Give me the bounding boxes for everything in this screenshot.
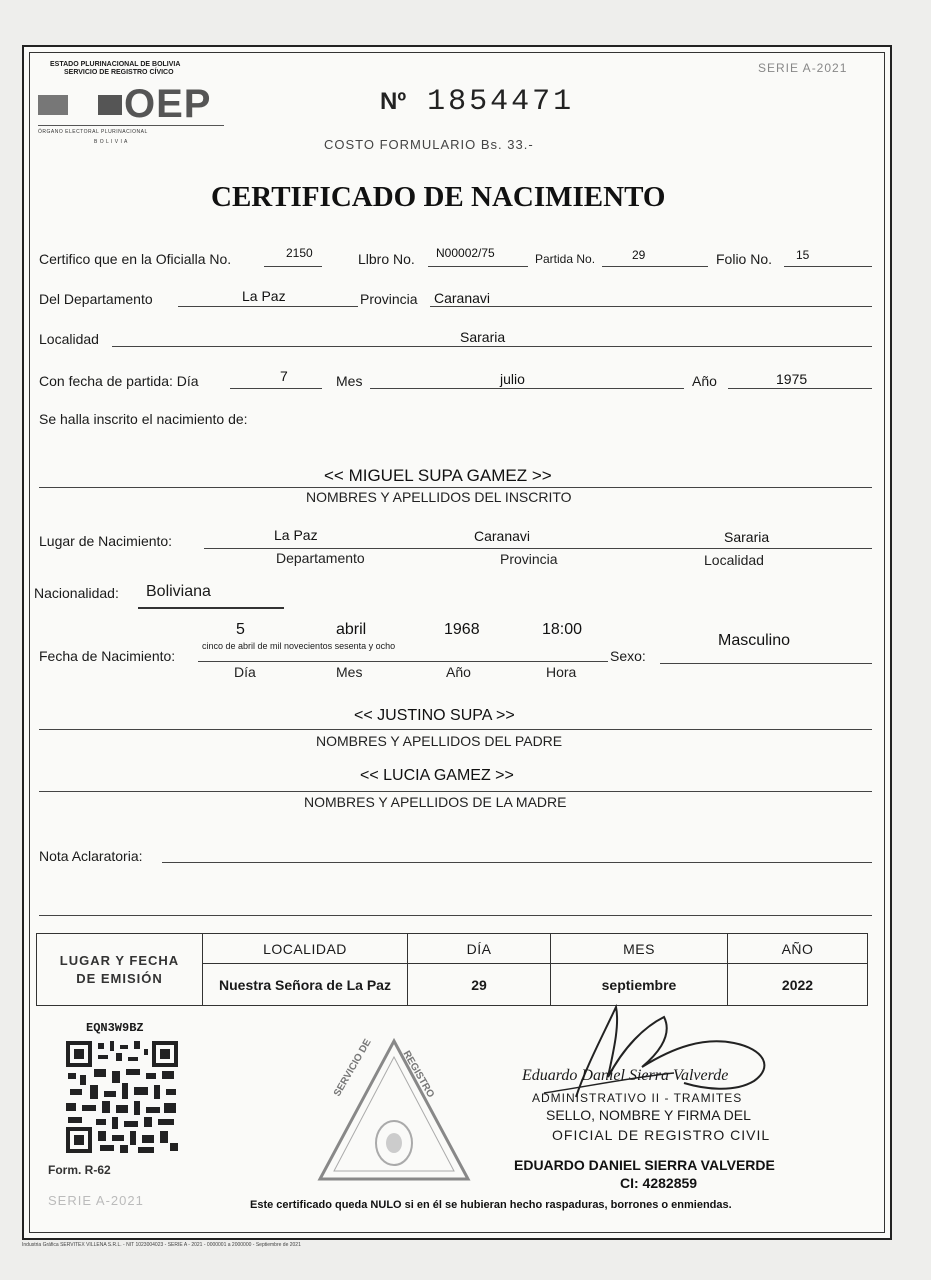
lugar-provincia-caption: Provincia — [500, 551, 558, 567]
libro-value: N00002/75 — [436, 246, 495, 260]
nacimiento-mes: abril — [336, 621, 367, 638]
folio-value: 15 — [796, 248, 810, 262]
nacimiento-dia: 5 — [236, 621, 245, 638]
seal-text-right: REGISTRO — [400, 1049, 437, 1100]
localidad-value: Sararia — [460, 329, 506, 345]
registry-seal-icon — [314, 1035, 474, 1185]
emision-mes: septiembre — [551, 964, 728, 1006]
header-estado: ESTADO PLURINACIONAL DE BOLIVIA — [50, 61, 181, 68]
qr-code-text: EQN3W9BZ — [86, 1021, 144, 1035]
lugar-provincia-value: Caranavi — [474, 528, 531, 544]
nacionalidad-label: Nacionalidad: — [34, 585, 119, 601]
fecha-partida-dia: 7 — [280, 368, 288, 384]
nota-aclaratoria-label: Nota Aclaratoria: — [39, 848, 143, 864]
lugar-nacimiento-label: Lugar de Nacimiento: — [39, 533, 173, 549]
mes-header: MES — [551, 934, 728, 964]
emission-table — [36, 933, 868, 1006]
oficial-label: OFICIAL DE REGISTRO CIVIL — [552, 1127, 771, 1143]
anio-label: Año — [692, 373, 717, 389]
oficialia-label: Certifico que en la Oficialla No. — [39, 251, 232, 267]
departamento-value: La Paz — [242, 288, 286, 304]
fecha-nacimiento-literal: cinco de abril de mil novecientos sesenta y ocho — [202, 641, 396, 651]
localidad-label: Localidad — [39, 331, 99, 347]
padre-caption: NOMBRES Y APELLIDOS DEL PADRE — [316, 733, 563, 749]
fecha-nacimiento-label: Fecha de Nacimiento: — [39, 648, 176, 664]
folio-label: Folio No. — [716, 251, 773, 267]
lugar-localidad-caption: Localidad — [704, 552, 764, 568]
hora-caption: Hora — [546, 664, 577, 680]
oep-logo-text: OEP — [124, 82, 212, 126]
lugar-fecha-emision-label: LUGAR Y FECHA DE EMISIÓN — [37, 934, 203, 1006]
fecha-partida-anio: 1975 — [776, 371, 808, 387]
provincia-value: Caranavi — [434, 290, 491, 306]
nacimiento-hora: 18:00 — [542, 621, 583, 638]
serie-faded: SERIE A-2021 — [48, 1193, 144, 1208]
nullity-note: Este certificado queda NULO si en él se hubieran hecho raspaduras, borrones o enmiendas. — [250, 1199, 732, 1211]
emision-anio: 2022 — [728, 964, 868, 1006]
nacionalidad-value: Boliviana — [146, 583, 211, 600]
lugar-localidad-value: Sararia — [724, 529, 770, 545]
partida-label: Partida No. — [535, 252, 596, 266]
header-servicio: SERVICIO DE REGISTRO CÍVICO — [64, 69, 174, 76]
dia-header: DÍA — [408, 934, 551, 964]
lugar-departamento-caption: Departamento — [276, 550, 365, 566]
bolivia-label: B O L I V I A — [94, 139, 128, 145]
anio-caption: Año — [446, 664, 471, 680]
oficialia-value: 2150 — [286, 246, 313, 260]
emision-localidad: Nuestra Señora de La Paz — [203, 964, 408, 1006]
certificate-number — [380, 85, 574, 119]
departamento-label: Del Departamento — [39, 291, 153, 307]
nacimiento-anio: 1968 — [444, 621, 480, 638]
document-title: CERTIFICADO DE NACIMIENTO — [211, 181, 666, 213]
numero-label: Nº — [380, 88, 407, 115]
dia-caption: Día — [234, 664, 256, 680]
qr-code-icon — [64, 1039, 180, 1155]
inscrito-caption: NOMBRES Y APELLIDOS DEL INSCRITO — [306, 489, 572, 505]
anio-header: AÑO — [728, 934, 868, 964]
printer-imprint: Industria Gráfica SERVITEX VILLENA S.R.L. - NIT 1023004023 - SERIE A - 2021 - 0000001 a 2000000 - Septiembre de 2021 — [22, 1242, 301, 1248]
mes-caption: Mes — [336, 664, 363, 680]
localidad-header: LOCALIDAD — [203, 934, 408, 964]
madre-caption: NOMBRES Y APELLIDOS DE LA MADRE — [304, 794, 567, 810]
signature-name-script: Eduardo Daniel Sierra Valverde — [522, 1067, 729, 1084]
seal-text-left: SERVICIO DE — [332, 1037, 374, 1099]
signer-ci: CI: 4282859 — [620, 1175, 698, 1191]
sexo-label: Sexo: — [610, 648, 646, 664]
organo-electoral: ÓRGANO ELECTORAL PLURINACIONAL — [38, 129, 148, 135]
form-code: Form. R-62 — [48, 1163, 111, 1177]
madre-name: << LUCIA GAMEZ >> — [360, 767, 514, 784]
mes-label: Mes — [336, 373, 363, 389]
fecha-partida-label: Con fecha de partida: Día — [39, 373, 199, 389]
emision-dia: 29 — [408, 964, 551, 1006]
libro-label: Llbro No. — [358, 251, 415, 267]
signer-name: EDUARDO DANIEL SIERRA VALVERDE — [514, 1157, 775, 1173]
lugar-departamento-value: La Paz — [274, 527, 318, 543]
birth-certificate — [22, 45, 892, 1240]
inscrito-name: << MIGUEL SUPA GAMEZ >> — [324, 466, 552, 485]
costo-formulario: COSTO FORMULARIO Bs. 33.- — [324, 137, 534, 152]
signer-cargo: ADMINISTRATIVO II - TRAMITES — [532, 1091, 743, 1105]
sexo-value: Masculino — [718, 632, 791, 649]
inscrito-label: Se halla inscrito el nacimiento de: — [39, 411, 248, 427]
serie-label: SERIE A-2021 — [758, 61, 848, 75]
fecha-partida-mes: julio — [500, 371, 525, 387]
partida-value: 29 — [632, 248, 646, 262]
sello-label: SELLO, NOMBRE Y FIRMA DEL — [546, 1107, 751, 1123]
provincia-label: Provincia — [360, 291, 418, 307]
padre-name: << JUSTINO SUPA >> — [354, 707, 515, 724]
numero-value: 1854471 — [427, 85, 575, 119]
